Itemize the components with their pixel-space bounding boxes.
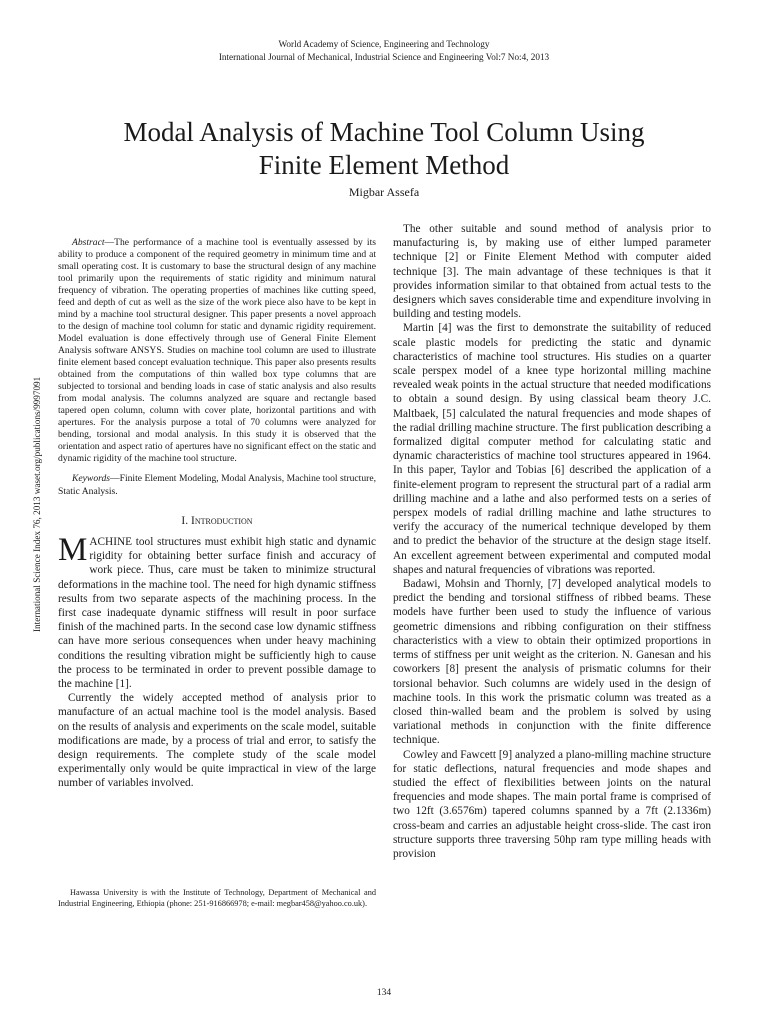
- abstract: [58, 237, 376, 465]
- author-name: Migbar Assefa: [348, 185, 420, 199]
- keywords-label: Keywords: [72, 473, 111, 484]
- page-number: 134: [376, 988, 392, 998]
- introduction-paragraph-1: [58, 532, 376, 691]
- keywords: [58, 473, 376, 498]
- header-line-2: International Journal of Mechanical, Industrial Science and Engineering Vol:7 No:4, 2013: [218, 52, 550, 62]
- left-column: [58, 237, 376, 791]
- dropcap: M: [58, 532, 88, 568]
- footnote: [58, 888, 376, 910]
- footnote-text: Hawassa University is with the Institute of Technology, Department of Mechanical and Industrial Engineering, Ethiopia (phone: 251-916866978; e-mail: megbar458@yahoo.co.uk).: [58, 888, 376, 908]
- right-paragraph-1: The other suitable and sound method of analysis prior to manufacturing is, by making use of either lumped parameter technique [2] or Finite Element Method with computer aided technique [3]. The main advantage of these techniques is that it provides information similar to that obtained from actual tests to the designers which saves considerable time and expenditure involving in building and testing models.: [393, 223, 711, 321]
- keywords-dash: —: [110, 473, 120, 484]
- right-paragraph-2: Martin [4] was the first to demonstrate the suitability of reduced scale plastic models for predicting the static and dynamic characteristics of machine tool structures. His studies on a quarter scale perspex model of a knee type horizontal milling machine revealed weak points in the actual structure that needed modifications to obtain a sound design. By using classical beam theory J.C. Maltbaek, [5] calculated the natural frequencies and mode shapes of the radial drilling machine structure. The first publication describing a formalized digital computer method for calculating static and dynamic characteristics of machine tool structures appeared in 1964. In this paper, Taylor and Tobias [6] described the application of a finite-element program to represent the structural part of a radial arm drilling machine and a lathe and also performed tests on a series of perspex models of radial drilling machine and lathe structures to verify the accuracy of the numerical technique developed by them and to predict the behavior of the structure at the design stage itself. An excellent agreement between experimental and computed modal shapes and natural frequencies of vibrations was reported.: [393, 322, 711, 576]
- paper-title: [40, 116, 728, 182]
- introduction-body: [58, 532, 376, 791]
- header-line-1: World Academy of Science, Engineering and Technology: [278, 39, 490, 49]
- title-line-2: Finite Element Method: [258, 150, 510, 180]
- abstract-label: Abstract: [72, 237, 105, 248]
- section-heading-introduction: I. Introduction: [181, 515, 253, 527]
- right-paragraph-4: Cowley and Fawcett [9] analyzed a plano-milling machine structure for static deflections, natural frequencies and mode shapes and studied the effect of flexibilities between joints on the natural frequencies and mode shapes. The main portal frame is comprised of two 12ft (3.6576m) tapered columns spanned by a 7ft (2.1336m) cross-beam and carries an adjustable height cross-slide. The cast iron structure supports three traversing 50hp ram type milling heads with provision: [393, 748, 711, 860]
- abstract-text: The performance of a machine tool is eventually assessed by its ability to produce a component of the required geometry in minimum time and at small operating cost. It is customary to base the structural design of any machine tool primarily upon the requirements of static rigidity and minimum natural frequency of vibration. The operating properties of machines like cutting speed, feed and depth of cut as well as the size of the work piece also have to be kept in mind by a machine tool structural designer. This paper presents a novel approach to the design of machine tool column for static and dynamic rigidity requirement. Model evaluation is done effectively through use of General Finite Element Analysis software ANSYS. Studies on machine tool column are used to illustrate finite element based concept evaluation technique. This paper also presents results obtained from the computations of thin walled box type columns that are subjected to torsional and bending loads in case of static analysis and also results from modal analysis. The columns analyzed are square and rectangle based tapered open column, column with cover plate, horizontal partitions and with apertures. For the analysis purpose a total of 70 columns were analyzed for bending, torsional and modal analysis. In this study it is observed that the orientation and aspect ratio of apertures have no significant effect on the static and dynamic rigidity of the machine tool structure.: [58, 237, 376, 464]
- sidebar-citation-text: International Science Index 76, 2013 waset.org/publications/9997091: [32, 376, 42, 632]
- title-line-1: Modal Analysis of Machine Tool Column Using: [123, 117, 645, 147]
- abstract-dash: —: [104, 237, 115, 248]
- introduction-paragraph-2: Currently the widely accepted method of analysis prior to manufacture of an actual machine tool is the model analysis. Based on the results of analysis and experiments on the scale model, suitable modifications are made, by a process of trial and error, to satisfy the design requirements. The complete study of the scale model experimentally only would be quite impractical in view of the large number of variables involved.: [58, 692, 376, 790]
- right-paragraph-3: Badawi, Mohsin and Thornly, [7] developed analytical models to predict the bending and torsional stiffness of ribbed beams. These models have further been used to study the influence of various geometric dimensions and ribbing configuration on their stiffness characteristics with a view to obtain their optimized proportions in terms of stiffness per unit weight as the criterion. N. Ganesan and his coworkers [8] present the analysis of prismatic columns for their torsional behavior. Such columns are widely used in the design of machine tools. In this work the prismatic column was treated as a closed thin-walled beam and the problem is solved by using variational methods in conjunction with the finite difference technique.: [393, 578, 711, 747]
- right-column: [393, 222, 711, 861]
- keywords-text: Finite Element Modeling, Modal Analysis, Machine tool structure, Static Analysis.: [58, 473, 376, 497]
- keywords-paragraph: [58, 473, 376, 498]
- abstract-paragraph: [58, 237, 376, 465]
- journal-header: [0, 38, 768, 64]
- introduction-paragraph-1-text: ACHINE tool structures must exhibit high static and dynamic rigidity for obtaining better surface finish and accuracy of work piece. Thus, care must be taken to minimize structural deformations in the machine tool. The need for high dynamic stiffness results from two separate aspects of the machining process. In the first case inadequate dynamic stiffness will result in poor surface finish of the machined parts. In the second case low dynamic stiffness can have more serious consequences when under heavy machining conditions the resulting vibration might be sufficiently high to cause the process to be terminated in order to prevent possible damage to the machine [1].: [58, 536, 376, 691]
